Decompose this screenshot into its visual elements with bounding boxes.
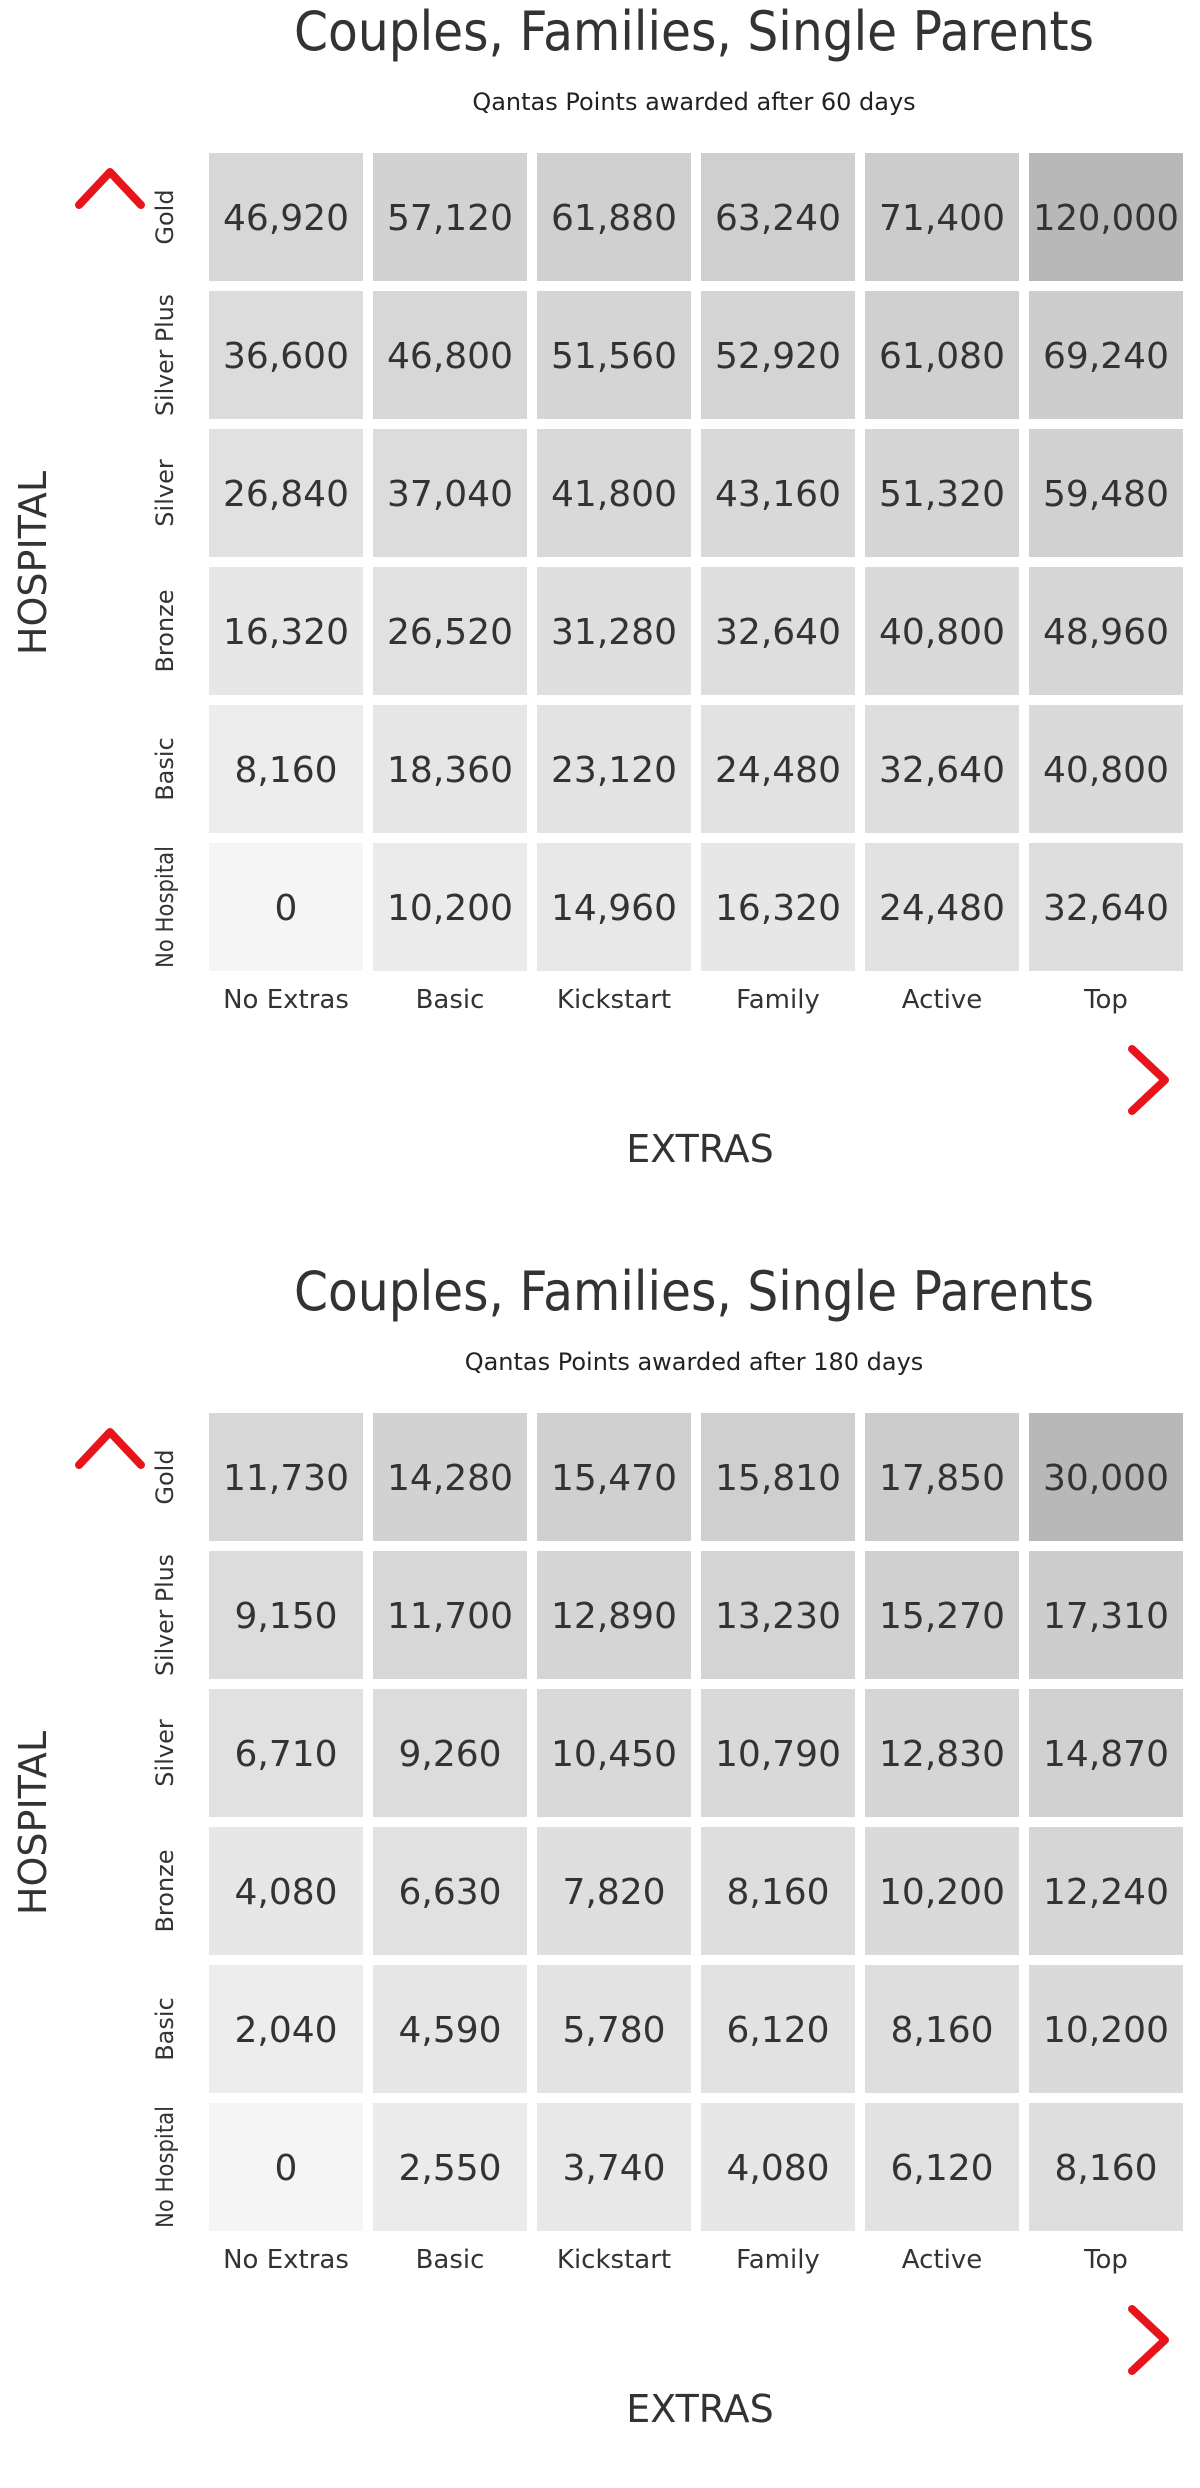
heatmap-panel-180-days <box>0 1260 1200 2488</box>
cell-value-label: 8,160 <box>890 2009 994 2051</box>
cell-value-label: 32,640 <box>879 749 1005 791</box>
cell-value-label: 14,870 <box>1043 1733 1169 1775</box>
cell-value-label: 23,120 <box>551 749 677 791</box>
cell-value-label: 6,120 <box>890 2147 994 2189</box>
y-axis-title: HOSPITAL <box>11 1730 55 1916</box>
column-label: Basic <box>415 985 485 1015</box>
row-label: No Hospital <box>151 829 179 968</box>
cell-value-label: 26,520 <box>387 611 513 653</box>
cell-value-label: 61,080 <box>879 335 1005 377</box>
cell-value-label: 30,000 <box>1043 1457 1169 1499</box>
column-label: Family <box>736 985 820 1015</box>
cell-value-label: 14,280 <box>387 1457 513 1499</box>
cell-value-label: 9,260 <box>398 1733 502 1775</box>
cell-value-label: 0 <box>274 2147 298 2189</box>
cell-value-label: 17,310 <box>1043 1595 1169 1637</box>
cell-value-label: 18,360 <box>387 749 513 791</box>
row-label: Silver <box>151 1719 179 1787</box>
cell-value-label: 31,280 <box>551 611 677 653</box>
column-label: Kickstart <box>556 2245 672 2275</box>
cell-value-label: 8,160 <box>726 1871 830 1913</box>
cell-value-label: 37,040 <box>387 473 513 515</box>
cell-value-label: 10,200 <box>387 887 513 929</box>
cell-value-label: 32,640 <box>715 611 841 653</box>
cell-value-label: 52,920 <box>715 335 841 377</box>
column-label: Active <box>901 985 983 1015</box>
cell-value-label: 43,160 <box>715 473 841 515</box>
cell-value-label: 15,810 <box>715 1457 841 1499</box>
cell-value-label: 4,080 <box>726 2147 830 2189</box>
cell-value-label: 14,960 <box>551 887 677 929</box>
cell-value-label: 16,320 <box>715 887 841 929</box>
chart-subtitle: Qantas Points awarded after 180 days <box>464 1348 924 1376</box>
cell-value-label: 15,470 <box>551 1457 677 1499</box>
cell-value-label: 7,820 <box>562 1871 666 1913</box>
row-label: Silver Plus <box>151 1552 179 1676</box>
cell-value-label: 8,160 <box>234 749 338 791</box>
row-label: Basic <box>151 737 179 801</box>
cell-value-label: 71,400 <box>879 197 1005 239</box>
cell-value-label: 9,150 <box>234 1595 338 1637</box>
cell-value-label: 2,550 <box>398 2147 502 2189</box>
cell-value-label: 6,630 <box>398 1871 502 1913</box>
cell-value-label: 10,790 <box>715 1733 841 1775</box>
row-label: Bronze <box>151 1849 179 1933</box>
cell-value-label: 12,890 <box>551 1595 677 1637</box>
cell-value-label: 51,560 <box>551 335 677 377</box>
cell-value-label: 13,230 <box>715 1595 841 1637</box>
cell-value-label: 12,830 <box>879 1733 1005 1775</box>
cell-value-label: 12,240 <box>1043 1871 1169 1913</box>
row-label: Silver Plus <box>151 292 179 416</box>
column-label: No Extras <box>223 985 349 1015</box>
y-axis-title: HOSPITAL <box>11 470 55 656</box>
cell-value-label: 46,920 <box>223 197 349 239</box>
row-label: Silver <box>151 459 179 527</box>
cell-value-label: 8,160 <box>1054 2147 1158 2189</box>
cell-value-label: 40,800 <box>1043 749 1169 791</box>
cell-value-label: 2,040 <box>234 2009 338 2051</box>
cell-value-label: 57,120 <box>387 197 513 239</box>
cell-value-label: 48,960 <box>1043 611 1169 653</box>
cell-value-label: 46,800 <box>387 335 513 377</box>
cell-value-label: 51,320 <box>879 473 1005 515</box>
cell-value-label: 6,710 <box>234 1733 338 1775</box>
heatmap-chart-60-days <box>0 0 1200 1228</box>
column-label: Basic <box>415 2245 485 2275</box>
column-label: Top <box>1084 2245 1128 2275</box>
cell-value-label: 10,450 <box>551 1733 677 1775</box>
cell-value-label: 10,200 <box>1043 2009 1169 2051</box>
x-axis-title: EXTRAS <box>626 2387 774 2431</box>
cell-value-label: 36,600 <box>223 335 349 377</box>
heatmap-panel-60-days <box>0 0 1200 1228</box>
cell-value-label: 26,840 <box>223 473 349 515</box>
cell-value-label: 15,270 <box>879 1595 1005 1637</box>
cell-value-label: 63,240 <box>715 197 841 239</box>
cell-value-label: 41,800 <box>551 473 677 515</box>
cell-value-label: 24,480 <box>879 887 1005 929</box>
chart-title: Couples, Families, Single Parents <box>294 0 1094 63</box>
row-label: Gold <box>151 189 179 245</box>
cell-value-label: 3,740 <box>562 2147 666 2189</box>
cell-value-label: 10,200 <box>879 1871 1005 1913</box>
cell-value-label: 4,590 <box>398 2009 502 2051</box>
chart-subtitle: Qantas Points awarded after 60 days <box>472 88 916 116</box>
cell-value-label: 40,800 <box>879 611 1005 653</box>
column-label: Family <box>736 2245 820 2275</box>
cell-value-label: 4,080 <box>234 1871 338 1913</box>
cell-value-label: 17,850 <box>879 1457 1005 1499</box>
cell-value-label: 16,320 <box>223 611 349 653</box>
cell-value-label: 5,780 <box>562 2009 666 2051</box>
cell-value-label: 11,730 <box>223 1457 349 1499</box>
row-label: Bronze <box>151 589 179 673</box>
row-label: Gold <box>151 1449 179 1505</box>
cell-value-label: 0 <box>274 887 298 929</box>
heatmap-chart-180-days <box>0 1260 1200 2488</box>
cell-value-label: 32,640 <box>1043 887 1169 929</box>
cell-value-label: 59,480 <box>1043 473 1169 515</box>
cell-value-label: 11,700 <box>387 1595 513 1637</box>
row-label: Basic <box>151 1997 179 2061</box>
column-label: Top <box>1084 985 1128 1015</box>
column-label: No Extras <box>223 2245 349 2275</box>
cell-value-label: 61,880 <box>551 197 677 239</box>
row-label: No Hospital <box>151 2089 179 2228</box>
column-label: Kickstart <box>556 985 672 1015</box>
column-label: Active <box>901 2245 983 2275</box>
chart-title: Couples, Families, Single Parents <box>294 1260 1094 1323</box>
cell-value-label: 24,480 <box>715 749 841 791</box>
cell-value-label: 6,120 <box>726 2009 830 2051</box>
x-axis-title: EXTRAS <box>626 1127 774 1171</box>
cell-value-label: 120,000 <box>1033 197 1179 239</box>
cell-value-label: 69,240 <box>1043 335 1169 377</box>
